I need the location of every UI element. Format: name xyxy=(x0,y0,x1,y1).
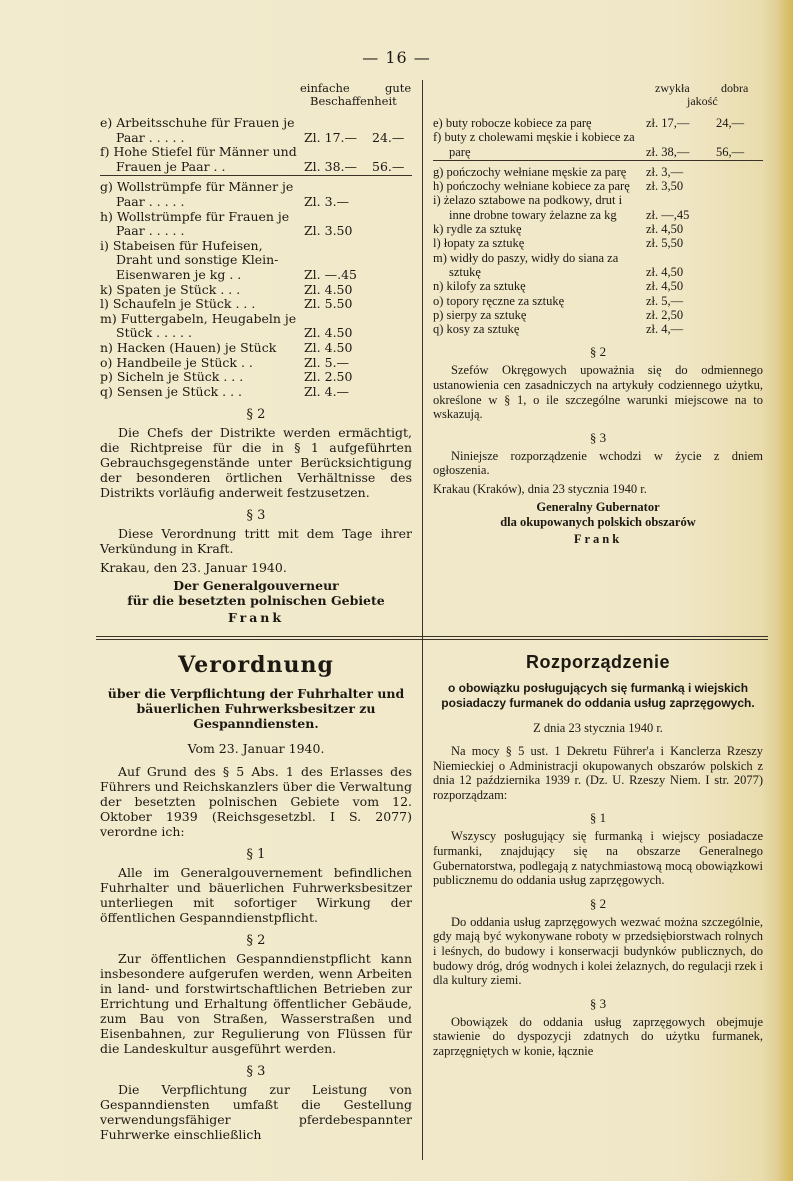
price-item-label: n) kilofy za sztukę xyxy=(433,279,526,294)
price-simple: zł. 4,50 xyxy=(646,279,684,294)
price-simple: Zl. 4.50 xyxy=(304,339,353,355)
german-s3-number: § 3 xyxy=(246,508,266,524)
german-signer-name: Frank xyxy=(227,610,285,626)
price-item xyxy=(433,308,763,322)
german-ord-s2-number: § 2 xyxy=(246,933,266,948)
german-price-header xyxy=(100,82,412,116)
polish-ord-s1-text: Wszyscy posługujący się furmanką i wiejscy posiadacze furmanki, znajdujący się na obszarze Generalnego Gubernatorstwa, podlegają z natychmiastową mocą obowiązkowi publicznemu do oddania usług zaprzęgowych. xyxy=(433,829,763,888)
price-item-label: k) Spaten je Stück . . . xyxy=(100,281,241,297)
price-simple: zł. 38,— xyxy=(646,144,690,159)
price-item xyxy=(100,145,412,174)
price-simple: zł. 3,— xyxy=(646,164,684,179)
polish-s2-text: Szefów Okręgowych upoważnia się do odmiennego ustanowienia cen zasadniczych na artykuły codziennego użytku, określone w § 1, o ile szczególne warunki miejscowe na to wskazują. xyxy=(433,363,763,422)
price-item-label: i) żelazo sztabowe na podkowy, drut i inne drobne towary żelazne za kg xyxy=(433,193,623,222)
price-item-label: p) Sicheln je Stück . . . xyxy=(100,369,244,385)
price-item xyxy=(433,116,763,130)
page-number: — 16 — xyxy=(362,48,431,67)
price-simple: zł. 4,— xyxy=(646,322,684,337)
price-item xyxy=(100,385,412,400)
price-simple: Zl. 2.50 xyxy=(304,369,353,385)
polish-ord-s1-number: § 1 xyxy=(589,810,607,826)
price-item-label: l) Schaufeln je Stück . . . xyxy=(100,296,256,312)
price-simple: zł. 2,50 xyxy=(646,307,684,322)
price-item-label: f) Hohe Stiefel für Männer und Frauen je Paar . . xyxy=(100,144,297,174)
german-ordinance-subtitle: über die Verpflichtung der Fuhrhalter und bäuerlichen Fuhrwerksbesitzer zu Gespanndiensten. xyxy=(107,686,405,731)
price-item xyxy=(100,239,412,283)
header-good: dobra xyxy=(721,81,749,95)
price-simple: Zl. 5.50 xyxy=(304,296,353,312)
price-simple: Zl. 17.— xyxy=(304,129,358,145)
price-good: 24.— xyxy=(372,129,405,145)
polish-ord-s2-text: Do oddania usług zaprzęgowych wezwać można szczególnie, gdy mają być wykonywane roboty w przedsiębiorstwach rolnych i leśnych, do budowy i konserwacji budynków publicznych, do budowy dróg, dróg wodnych i kolei żelaznych, do regulacji rzek i dla kultury ziemi. xyxy=(433,914,763,988)
header-ordinary: zwykła xyxy=(655,81,690,95)
german-ordinance-title: Verordnung xyxy=(178,652,334,678)
price-item-label: g) pończochy wełniane męskie za parę xyxy=(433,164,627,179)
price-simple: Zl. 5.— xyxy=(304,354,350,370)
price-item xyxy=(100,297,412,312)
price-item xyxy=(433,279,763,293)
polish-ord-s3-number: § 3 xyxy=(589,995,607,1011)
price-item xyxy=(100,116,412,145)
german-column-top xyxy=(100,82,412,625)
polish-ordinance-title: Rozporządzenie xyxy=(525,652,670,672)
german-ord-s1-number: § 1 xyxy=(246,847,266,862)
polish-price-list xyxy=(433,116,763,336)
page-edge-shadow xyxy=(777,0,793,1181)
price-simple: Zl. —.45 xyxy=(304,266,358,282)
header-quality: Beschaffenheit xyxy=(310,94,397,108)
polish-column-top xyxy=(433,82,763,547)
price-simple: zł. 4,50 xyxy=(646,264,684,279)
polish-ordinance-subtitle: o obowiązku posługujących się furmanką i wiejskich posiadaczy furmanek do oddania usług zaprzęgowych. xyxy=(441,681,755,710)
german-price-list xyxy=(100,116,412,399)
section-rule-double xyxy=(96,639,768,640)
price-simple: zł. —,45 xyxy=(646,207,690,222)
german-ord-s3-text: Die Verpflichtung zur Leistung von Gespanndiensten umfaßt die Gestellung verwendungsfähiger pferdebespannter Fuhrwerke einschließlich xyxy=(100,1082,412,1142)
polish-ord-s3-text: Obowiązek do oddania usług zaprzęgowych obejmuje stawienie do dyspozycji zdatnych do użytku furmanek, zaprzęgniętych w konie, łącznie xyxy=(433,1014,763,1058)
polish-s3-text: Niniejsze rozporządzenie wchodzi w życie z dniem ogłoszenia. xyxy=(433,448,763,478)
german-ordinance-date: Vom 23. Januar 1940. xyxy=(187,741,325,756)
price-simple: Zl. 4.50 xyxy=(304,281,353,297)
header-simple: einfache xyxy=(300,81,350,95)
price-item-label: o) topory ręczne za sztukę xyxy=(433,293,565,308)
price-item-label: e) buty robocze kobiece za parę xyxy=(433,116,592,130)
price-simple: Zl. 3.50 xyxy=(304,223,353,239)
polish-ordinance-date: Z dnia 23 stycznia 1940 r. xyxy=(533,721,663,735)
price-item xyxy=(433,193,763,222)
price-list-rule xyxy=(100,175,412,176)
price-item xyxy=(100,312,412,341)
german-signer-line2: für die besetzten polnischen Gebiete xyxy=(127,593,385,609)
german-signer-line1: Der Generalgouverneur xyxy=(173,578,339,594)
price-item xyxy=(433,130,763,159)
price-simple: Zl. 4.50 xyxy=(304,325,353,341)
german-place-date: Krakau, den 23. Januar 1940. xyxy=(100,560,287,576)
polish-s3-number: § 3 xyxy=(589,429,607,445)
price-item xyxy=(100,180,412,209)
price-item-label: h) Wollstrümpfe für Frauen je Paar . . . . . xyxy=(100,208,290,239)
price-simple: Zl. 3.— xyxy=(304,193,350,209)
price-simple: Zl. 38.— xyxy=(304,158,358,174)
german-s3-text: Diese Verordnung tritt mit dem Tage ihrer Verkündung in Kraft. xyxy=(100,526,412,557)
price-item-label: f) buty z cholewami męskie i kobiece za parę xyxy=(433,130,635,159)
price-simple: zł. 5,— xyxy=(646,293,684,308)
price-item-label: p) sierpy za sztukę xyxy=(433,307,527,322)
german-ordinance-preamble: Auf Grund des § 5 Abs. 1 des Erlasses des Führers und Reichskanzlers über die Verwaltung der besetzten polnischen Gebiete vom 12. Oktober 1939 (Reichsgesetzbl. I S. 2077) verordne ich: xyxy=(100,764,412,839)
price-good: 56.— xyxy=(372,158,405,174)
german-ord-s1-text: Alle im Generalgouvernement befindlichen Fuhrhalter und bäuerlichen Fuhrwerksbesitzer unterliegen mit sofortiger Wirkung der öffentlichen Gespanndienstpflicht. xyxy=(100,865,412,925)
polish-place-date: Krakau (Kraków), dnia 23 stycznia 1940 r. xyxy=(433,482,647,497)
price-good: 56,— xyxy=(716,144,745,159)
price-item xyxy=(100,210,412,239)
price-item-label: o) Handbeile je Stück . . xyxy=(100,354,253,370)
header-quality: jakość xyxy=(687,94,718,108)
price-item-label: m) Futtergabeln, Heugabeln je Stück . . . . . xyxy=(100,310,297,341)
german-ordinance xyxy=(100,652,412,1142)
polish-s2-number: § 2 xyxy=(589,344,607,360)
polish-signer-line1: Generalny Gubernator xyxy=(536,500,660,515)
price-item-label: k) rydle za sztukę xyxy=(433,222,522,237)
polish-signer-name: Frank xyxy=(573,532,623,547)
price-item xyxy=(433,294,763,308)
price-item-label: n) Hacken (Hauen) je Stück xyxy=(100,339,277,355)
column-divider xyxy=(422,80,423,1160)
price-item xyxy=(433,322,763,336)
polish-ordinance xyxy=(433,652,763,1059)
price-item xyxy=(433,222,763,236)
price-item-label: h) pończochy wełniane kobiece za parę xyxy=(433,179,630,194)
price-simple: zł. 5,50 xyxy=(646,236,684,251)
price-simple: zł. 3,50 xyxy=(646,179,684,194)
german-ord-s3-number: § 3 xyxy=(246,1064,266,1079)
price-simple: zł. 4,50 xyxy=(646,222,684,237)
price-item-label: q) Sensen je Stück . . . xyxy=(100,383,242,399)
polish-ord-s2-number: § 2 xyxy=(589,895,607,911)
price-item-label: l) łopaty za sztukę xyxy=(433,236,525,251)
price-item xyxy=(100,341,412,356)
price-item xyxy=(433,179,763,193)
price-list-rule xyxy=(433,160,763,161)
price-item-label: m) widły do paszy, widły do siana za sztukę xyxy=(433,250,619,279)
price-item xyxy=(433,236,763,250)
price-item-label: q) kosy za sztukę xyxy=(433,322,520,337)
german-ord-s2-text: Zur öffentlichen Gespanndienstpflicht kann insbesondere aufgerufen werden, wenn Arbeiten in land- und forstwirtschaftlichen Betrieben zur Errichtung und Erhaltung öffentlicher Gebäude, zum Bau von Straßen, Wasserstraßen und Eisenbahnen, zur Regulierung von Flüssen für die Landeskultur ausgeführt werden. xyxy=(100,951,412,1056)
header-good: gute xyxy=(385,81,412,95)
section-rule xyxy=(96,636,768,637)
polish-price-header xyxy=(433,82,763,116)
price-item xyxy=(100,370,412,385)
price-simple: zł. 17,— xyxy=(646,116,690,130)
polish-signer-line2: dla okupowanych polskich obszarów xyxy=(500,515,696,530)
price-item-label: e) Arbeitsschuhe für Frauen je Paar . . . . . xyxy=(100,115,295,145)
price-item xyxy=(433,251,763,280)
polish-ordinance-preamble: Na mocy § 5 ust. 1 Dekretu Führer'a i Kanclerza Rzeszy Niemieckiej o Administracji okupowanych obszarów polskich z dnia 12 października 1939 r. (Dz. U. Rzeszy Niem. I str. 2077) rozporządzam: xyxy=(433,744,763,802)
price-item xyxy=(100,356,412,371)
price-good: 24,— xyxy=(716,116,745,130)
price-item xyxy=(100,283,412,298)
price-item xyxy=(433,165,763,179)
german-s2-text: Die Chefs der Distrikte werden ermächtigt, die Richtpreise für die in § 1 aufgeführten Gebrauchsgegenstände unter Berücksichtigung der besonderen örtlichen Verhältnisse des Distrikts vorläufig anderweit festzusetzen. xyxy=(100,425,412,501)
price-simple: Zl. 4.— xyxy=(304,383,350,399)
price-item-label: g) Wollstrümpfe für Männer je Paar . . . . . xyxy=(100,179,294,209)
german-s2-number: § 2 xyxy=(246,407,266,423)
price-item-label: i) Stabeisen für Hufeisen, Draht und sonstige Klein-Eisenwaren je kg . . xyxy=(100,237,279,282)
